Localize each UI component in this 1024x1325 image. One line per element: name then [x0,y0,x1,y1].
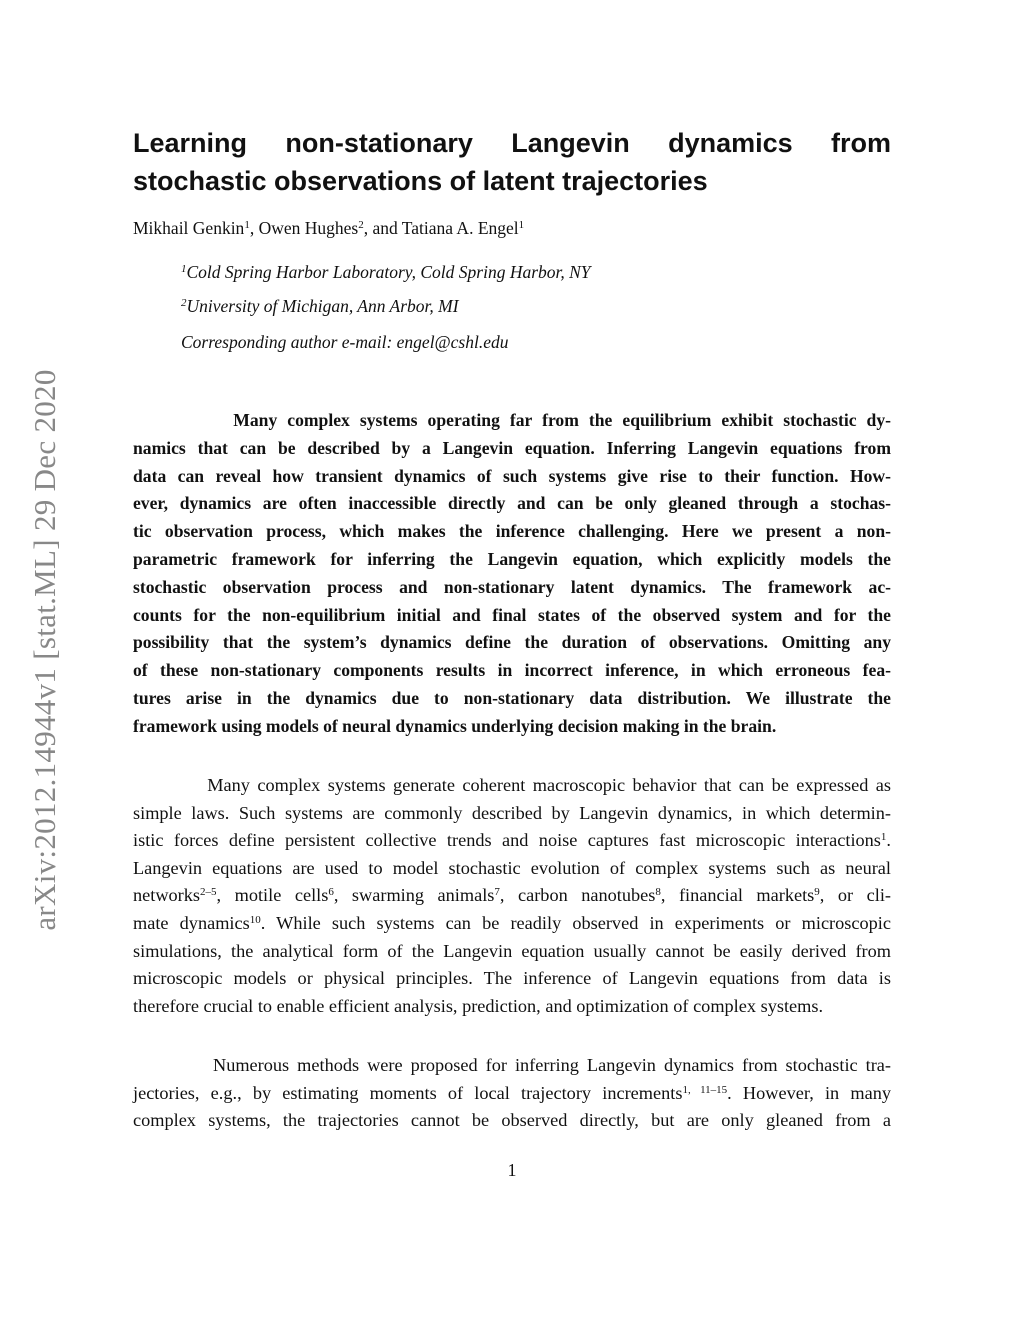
affiliation [181,262,591,283]
text-line [133,518,891,546]
citation-superscript: 9 [814,886,820,899]
text-line [133,1052,891,1080]
author-affiliation-mark: 1 [518,219,525,231]
text-line [133,463,891,491]
citation-superscript: 6 [328,886,334,899]
text-line [133,1107,891,1135]
text-run: stochastic observation process and non-stationary latent dynamics. The framework ac- [133,576,891,597]
title-line: Learning non-stationary Langevin dynamics from [133,128,891,158]
author-list [133,218,524,239]
author-name: Tatiana A. Engel [401,218,519,238]
text-run: namics that can be described by a Langevin equation. Inferring Langevin equations from [133,437,891,458]
text-run: Many complex systems generate coherent macroscopic behavior that can be expressed as [133,775,891,795]
title-line: stochastic observations of latent trajectories [133,166,708,196]
text-run: counts for the non-equilibrium initial and final states of the observed system and for the [133,604,891,625]
text-run: , carbon nanotubes [499,885,656,906]
text-line [133,435,891,463]
text-line [133,713,891,741]
text-run: . However, in many [727,1082,891,1103]
author-name: Mikhail Genkin [133,218,245,238]
affiliation-text: University of Michigan, Ann Arbor, MI [186,296,459,316]
text-run: therefore crucial to enable efficient analysis, prediction, and optimization of complex systems. [133,995,824,1016]
text-run: . While such systems can be readily observed in experiments or microscopic [260,912,891,933]
text-run: data can reveal how transient dynamics of such systems give rise to their function. How- [133,465,891,486]
text-run: jectories, e.g., by estimating moments of local trajectory increments [133,1082,683,1103]
text-run: of these non-stationary components results in incorrect inference, in which erroneous fea- [133,660,891,681]
page-number: 1 [507,1160,517,1180]
text-run: networks [133,885,201,906]
citation-superscript: 7 [494,886,500,899]
paper-title [133,124,891,200]
text-run: ever, dynamics are often inaccessible directly and can be only gleaned through a stochas- [133,493,891,514]
affiliation-text: Cold Spring Harbor Laboratory, Cold Spring Harbor, NY [186,262,591,282]
text-line [133,827,891,855]
text-line [133,855,891,883]
affiliation-mark: 2 [181,297,187,309]
text-run: complex systems, the trajectories cannot be observed directly, but are only gleaned from a [133,1110,891,1131]
text-run: istic forces define persistent collective trends and noise captures fast microscopic interactions [133,830,881,851]
text-run: tic observation process, which makes the inference challenging. Here we present a non- [133,521,891,542]
text-run: , financial markets [660,885,815,906]
text-run: simulations, the analytical form of the Langevin equation usually cannot be easily derived from [133,940,891,961]
corresponding-author-email: Corresponding author e-mail: engel@cshl.edu [181,332,509,352]
text-line [133,910,891,938]
citation-superscript: 1, 11–15 [682,1083,728,1096]
author-affiliation-mark: 2 [358,219,364,231]
body-paragraph [133,772,891,1020]
text-line [133,685,891,713]
affiliation-mark: 1 [181,263,187,275]
text-run: Langevin equations are used to model stochastic evolution of complex systems such as neural [133,857,891,878]
author-separator: , and [363,218,402,238]
text-line [133,407,891,435]
citation-superscript: 10 [249,913,261,926]
text-run: Numerous methods were proposed for inferring Langevin dynamics from stochastic tra- [133,1055,891,1075]
body-paragraph [133,1052,891,1135]
text-run: mate dynamics [133,912,250,933]
text-run: microscopic models or physical principles. The inference of Langevin equations from data is [133,968,891,989]
text-run: , or cli- [819,885,891,906]
text-line [133,657,891,685]
text-run: . [886,830,891,851]
affiliation [181,296,459,317]
text-run: simple laws. Such systems are commonly described by Langevin dynamics, in which determin- [133,802,891,823]
author-separator: , [249,218,259,238]
text-line [133,965,891,993]
text-line [133,602,891,630]
text-line [133,629,891,657]
citation-superscript: 2–5 [200,886,217,899]
text-run: framework using models of neural dynamics underlying decision making in the brain. [133,715,777,736]
text-line [133,993,891,1021]
citation-superscript: 1 [880,831,887,844]
abstract [133,407,891,741]
text-line [133,574,891,602]
arxiv-identifier: arXiv:2012.14944v1 [stat.ML] 29 Dec 2020 [27,369,62,931]
citation-superscript: 8 [655,886,661,899]
text-line [133,938,891,966]
text-line [133,490,891,518]
author-affiliation-mark: 1 [244,219,250,231]
author-name: Owen Hughes [258,218,359,238]
text-run: , motile cells [216,885,329,906]
text-run: tures arise in the dynamics due to non-stationary data distribution. We illustrate the [133,687,891,708]
text-line [133,800,891,828]
text-run: Many complex systems operating far from the equilibrium exhibit stochastic dy- [133,410,891,430]
text-run: parametric framework for inferring the Langevin equation, which explicitly models the [133,548,891,569]
text-line [133,882,891,910]
text-line [133,1080,891,1108]
text-line [133,772,891,800]
text-run: , swarming animals [333,885,495,906]
text-run: possibility that the system’s dynamics define the duration of observations. Omitting any [133,632,891,653]
text-line [133,546,891,574]
